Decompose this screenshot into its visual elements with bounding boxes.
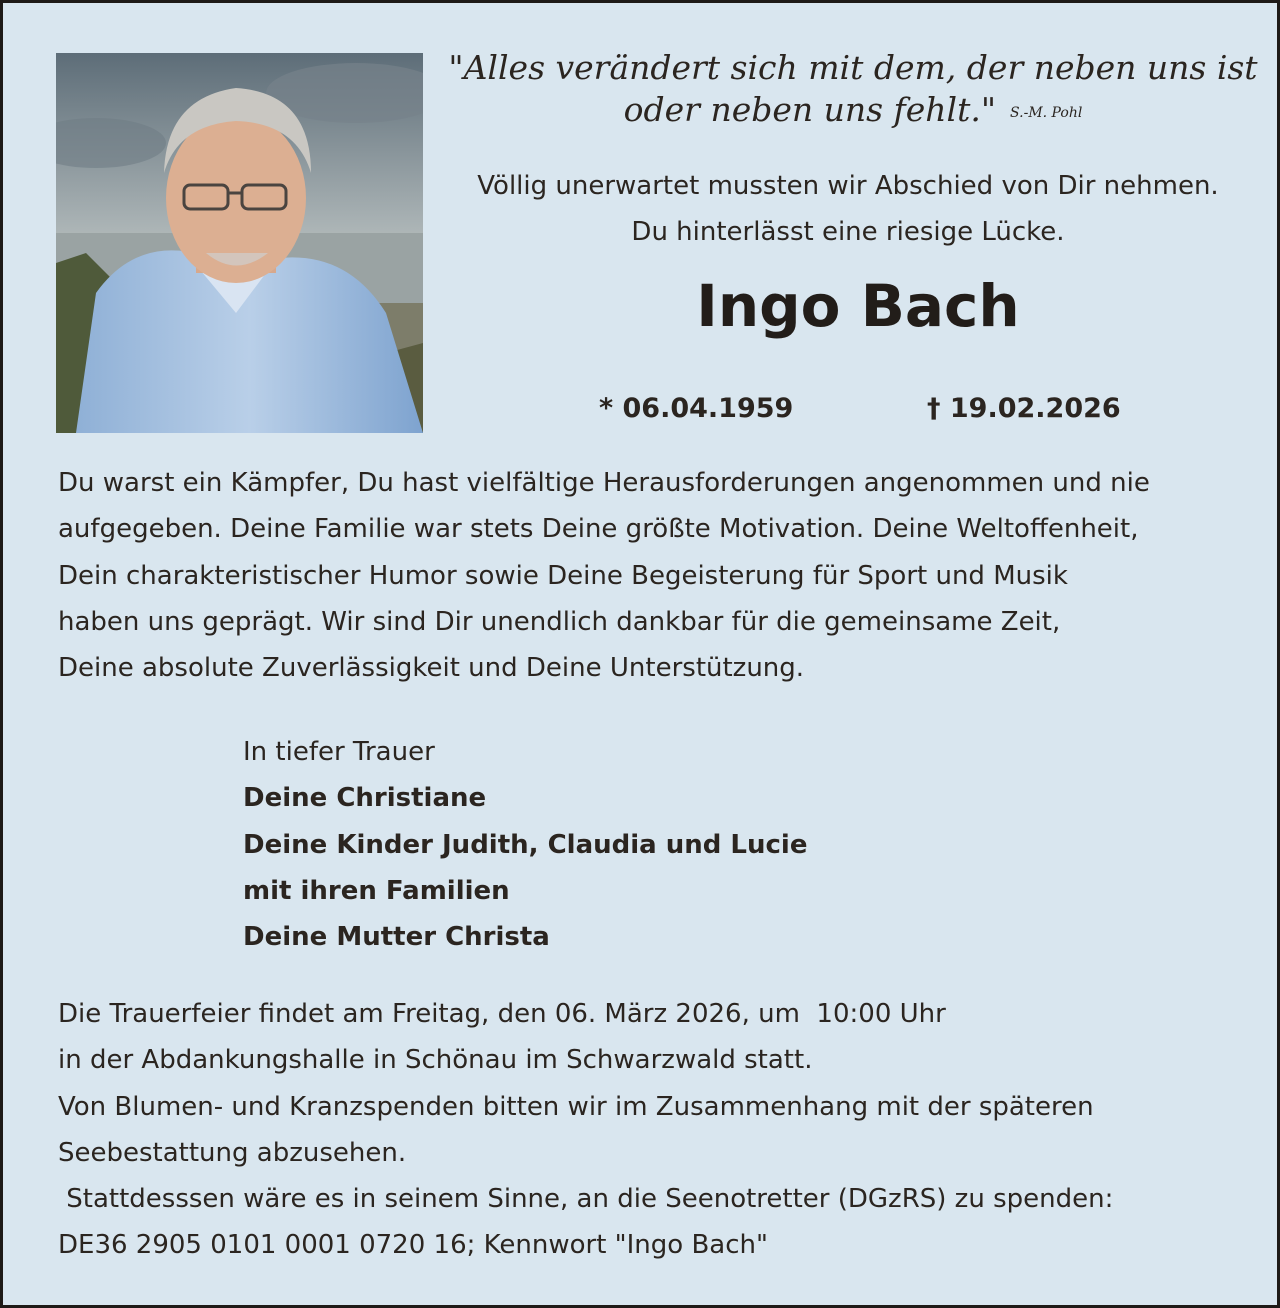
mourner-name: Deine Mutter Christa (243, 922, 550, 953)
portrait-photo (56, 53, 423, 433)
quote (443, 47, 1263, 134)
service-line: Seebestattung abzusehen. (58, 1137, 407, 1168)
mourner-name: Deine Christiane (243, 783, 487, 814)
mourners-heading: In tiefer Trauer (243, 737, 435, 767)
service-line: Die Trauerfeier findet am Freitag, den 06. März 2026, um 10:00 Uhr (58, 999, 946, 1029)
service-line: in der Abdankungshalle in Schönau im Schwarzwald statt. (58, 1045, 813, 1076)
tribute-line: Dein charakteristischer Humor sowie Deine Begeisterung für Sport und Musik (58, 560, 1068, 591)
quote-author: S.-M. Pohl (1010, 105, 1083, 121)
tribute-line: haben uns geprägt. Wir sind Dir unendlich dankbar für die gemeinsame Zeit, (58, 606, 1061, 637)
service-line: DE36 2905 0101 0001 0720 16; Kennwort "Ingo Bach" (58, 1230, 768, 1261)
quote-line-2 (443, 89, 1263, 134)
service-line: Stattdesssen wäre es in seinem Sinne, an die Seenotretter (DGzRS) zu spenden: (58, 1184, 1114, 1215)
mourner-name: mit ihren Familien (243, 875, 510, 906)
tribute-line: aufgegeben. Deine Familie war stets Deine größte Motivation. Deine Weltoffenheit, (58, 514, 1139, 545)
tribute-line: Du warst ein Kämpfer, Du hast vielfältige Herausforderungen angenommen und nie (58, 468, 1150, 498)
death-date: † 19.02.2026 (927, 393, 1121, 424)
intro-text (433, 163, 1263, 255)
quote-line-2-text: oder neben uns fehlt." (623, 90, 997, 129)
birth-date: * 06.04.1959 (599, 393, 794, 424)
service-line: Von Blumen- und Kranzspenden bitten wir im Zusammenhang mit der späteren (58, 1091, 1094, 1122)
service-info (58, 991, 1258, 1269)
mourners-block (243, 729, 807, 960)
mourner-name: Deine Kinder Judith, Claudia und Lucie (243, 829, 808, 860)
tribute-line: Deine absolute Zuverlässigkeit und Deine Unterstützung. (58, 653, 805, 684)
quote-line-1: "Alles verändert sich mit dem, der neben uns ist (448, 48, 1258, 87)
deceased-name: Ingo Bach (696, 272, 1020, 340)
tribute-paragraph (58, 460, 1258, 691)
intro-line-1: Völlig unerwartet mussten wir Abschied von Dir nehmen. (477, 171, 1219, 201)
intro-line-2: Du hinterlässt eine riesige Lücke. (631, 217, 1065, 247)
